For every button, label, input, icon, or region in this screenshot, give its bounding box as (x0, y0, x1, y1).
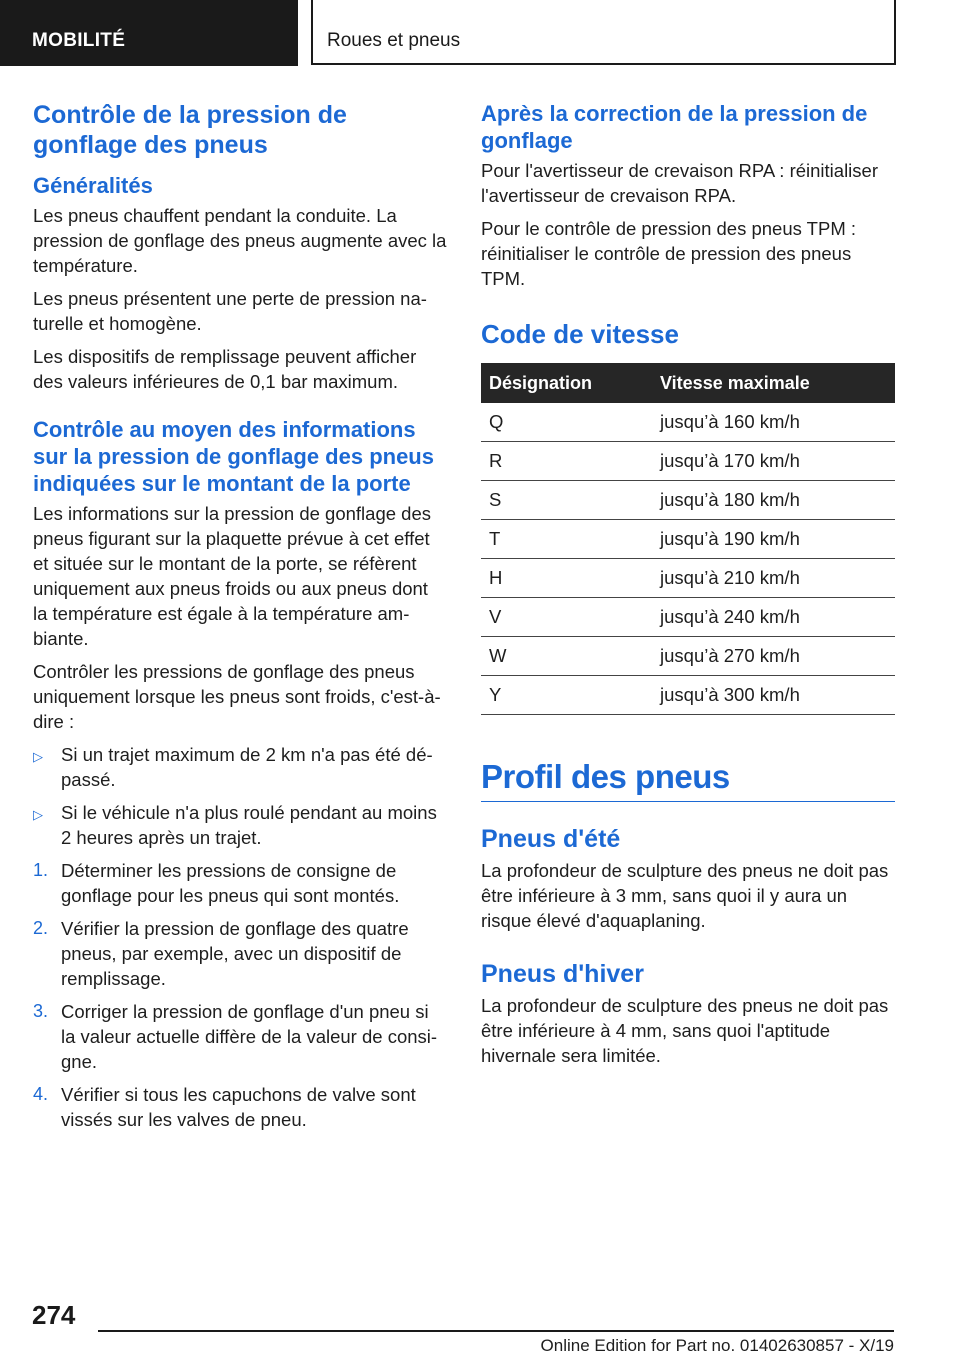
step-number: 4. (33, 1084, 49, 1104)
left-column (33, 100, 447, 1140)
paragraph: Pour le contrôle de pression des pneus TPM : réinitialiser le contrôle de pression des pneus TPM. (481, 218, 857, 289)
paragraph: Contrôler les pressions de gonflage des pneus uniquement lorsque les pneus sont froids, c'est-à-dire : (33, 661, 441, 732)
table-row (481, 481, 895, 520)
table-cell: jusqu’à 180 km/h (652, 481, 895, 520)
list-item-text: Si le véhicule n'a plus roulé pendant au moins 2 heures après un trajet. (61, 802, 437, 848)
table-row (481, 520, 895, 559)
heading-generalites: Généralités (33, 173, 153, 198)
triangle-bullet-icon: ▷ (33, 807, 43, 822)
heading-tire-profile: Profil des pneus (481, 757, 895, 802)
table-row (481, 442, 895, 481)
column-header: Vitesse maximale (652, 363, 895, 403)
step-number: 3. (33, 1001, 49, 1021)
step-text: Corriger la pression de gonflage d'un pneu si la valeur actuelle diffère de la valeur de consigne. (61, 1001, 438, 1072)
footer-divider (98, 1330, 894, 1332)
table-cell: jusqu’à 270 km/h (652, 637, 895, 676)
paragraph: La profondeur de sculpture des pneus ne doit pas être inférieure à 4 mm, sans quoi l'aptitude hivernale sera limitée. (481, 995, 889, 1066)
table-cell: H (481, 559, 652, 598)
step-text: Déterminer les pressions de consigne de gonflage pour les pneus qui sont montés. (61, 860, 400, 906)
table-cell: S (481, 481, 652, 520)
step-text: Vérifier la pression de gonflage des quatre pneus, par exemple, avec un dispositif de remplissage. (61, 918, 409, 989)
table-cell: jusqu’à 160 km/h (652, 403, 895, 442)
chapter-label: Roues et pneus (311, 0, 896, 65)
table-row (481, 403, 895, 442)
table-cell: jusqu’à 300 km/h (652, 676, 895, 715)
step-text: Vérifier si tous les capuchons de valve sont vissés sur les valves de pneu. (61, 1084, 416, 1130)
heading-summer-tires: Pneus d'été (481, 825, 621, 853)
table-cell: R (481, 442, 652, 481)
page-number: 274 (32, 1300, 76, 1330)
paragraph: Pour l'avertisseur de crevaison RPA : réinitialiser l'avertisseur de crevaison RPA. (481, 160, 878, 206)
speed-code-table (481, 363, 895, 715)
table-cell: V (481, 598, 652, 637)
table-cell: W (481, 637, 652, 676)
paragraph: Les dispositifs de remplissage peuvent afficher des valeurs inférieures de 0,1 bar maximum. (33, 346, 417, 392)
table-header-row (481, 363, 895, 403)
table-cell: jusqu’à 190 km/h (652, 520, 895, 559)
step-number: 1. (33, 860, 49, 880)
step-item (33, 1082, 447, 1132)
table-cell: jusqu’à 210 km/h (652, 559, 895, 598)
paragraph: Les pneus chauffent pendant la conduite. La pression de gonflage des pneus augmente avec la température. (33, 205, 447, 276)
list-item (33, 800, 447, 850)
step-item (33, 916, 447, 991)
section-label: MOBILITÉ (0, 0, 298, 66)
triangle-bullet-icon: ▷ (33, 749, 43, 764)
table-row (481, 559, 895, 598)
paragraph: Les informations sur la pression de gonflage des pneus figurant sur la plaquette prévue à cet effet et située sur le montant de la porte, se réfèrent uniquement aux pneus froids ou aux pneus dont la température est égale à la température ambiante. (33, 503, 431, 649)
heading-after-correction: Après la correction de la pression de gonflage (481, 101, 868, 153)
step-item (33, 858, 447, 908)
table-cell: jusqu’à 170 km/h (652, 442, 895, 481)
heading-winter-tires: Pneus d'hiver (481, 960, 644, 988)
column-header: Désignation (481, 363, 652, 403)
table-cell: T (481, 520, 652, 559)
list-item (33, 742, 447, 792)
heading-pressure-check: Contrôle de la pression de gonflage des pneus (33, 101, 347, 159)
heading-door-pillar-check: Contrôle au moyen des informations sur la pression de gonflage des pneus indiquées sur le montant de la porte (33, 417, 434, 496)
table-cell: jusqu’à 240 km/h (652, 598, 895, 637)
edition-note: Online Edition for Part no. 01402630857 - X/19 (540, 1336, 894, 1355)
table-cell: Y (481, 676, 652, 715)
table-row (481, 676, 895, 715)
page-header (0, 0, 960, 66)
table-cell: Q (481, 403, 652, 442)
step-number: 2. (33, 918, 49, 938)
table-row (481, 598, 895, 637)
paragraph: La profondeur de sculpture des pneus ne doit pas être inférieure à 3 mm, sans quoi il y aura un risque élevé d'aquaplaning. (481, 860, 889, 931)
heading-speed-code: Code de vitesse (481, 319, 679, 349)
list-item-text: Si un trajet maximum de 2 km n'a pas été dépassé. (61, 744, 433, 790)
paragraph: Les pneus présentent une perte de pression naturelle et homogène. (33, 288, 427, 334)
table-row (481, 637, 895, 676)
step-item (33, 999, 447, 1074)
right-column (481, 100, 895, 1076)
